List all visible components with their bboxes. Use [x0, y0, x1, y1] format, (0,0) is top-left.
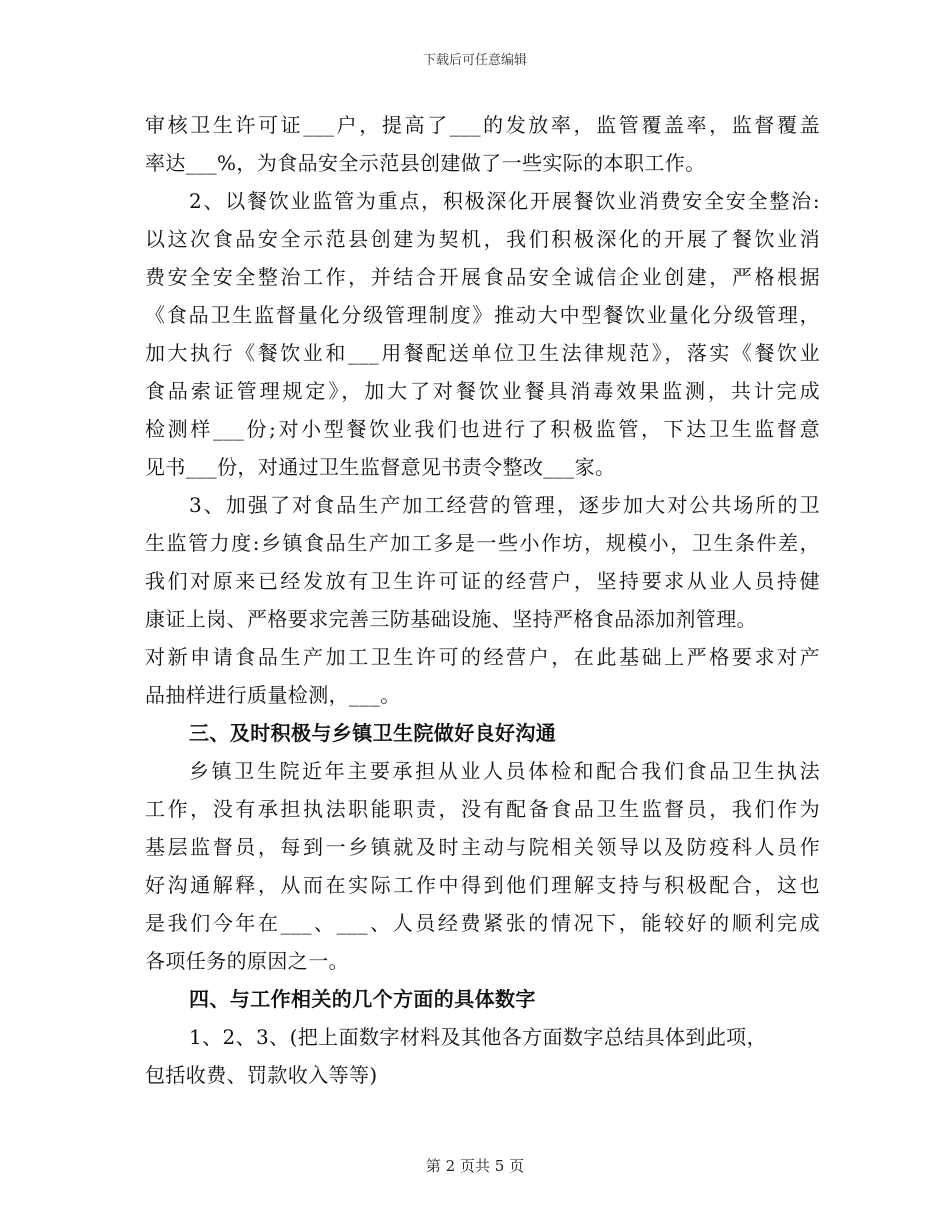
body-line: 工作，没有承担执法职能职责，没有配备食品卫生监督员，我们作为	[145, 797, 820, 821]
page-header: 下载后可任意编辑	[422, 53, 527, 68]
body-line: 率达___%，为食品安全示范县创建做了一些实际的本职工作。	[145, 151, 706, 175]
body-line: 《食品卫生监督量化分级管理制度》推动大中型餐饮业量化分级管理，	[145, 303, 820, 327]
body-line: 费安全安全整治工作，并结合开展食品安全诚信企业创建，严格根据	[145, 265, 820, 289]
body-line: 以这次食品安全示范县创建为契机，我们积极深化的开展了餐饮业消	[145, 227, 820, 251]
section-heading: 三、及时积极与乡镇卫生院做好良好沟通	[189, 721, 557, 745]
body-line: 检测样___份;对小型餐饮业我们也进行了积极监管，下达卫生监督意	[145, 417, 820, 441]
paragraph-line: 2、以餐饮业监管为重点，积极深化开展餐饮业消费安全安全整治:	[189, 189, 820, 213]
body-line: 审核卫生许可证___户，提高了___的发放率，监管覆盖率，监督覆盖	[145, 113, 820, 137]
paragraph-line: 乡镇卫生院近年主要承担从业人员体检和配合我们食品卫生执法	[189, 759, 820, 783]
body-line: 对新申请食品生产加工卫生许可的经营户，在此基础上严格要求对产	[145, 645, 820, 669]
body-line: 基层监督员，每到一乡镇就及时主动与院相关领导以及防疫科人员作	[145, 835, 820, 859]
paragraph-line: 3、加强了对食品生产加工经营的管理，逐步加大对公共场所的卫	[189, 493, 820, 517]
document-body	[145, 106, 820, 1094]
body-line: 生监管力度:乡镇食品生产加工多是一些小作坊，规模小，卫生条件差，	[145, 531, 820, 555]
body-line: 食品索证管理规定》，加大了对餐饮业餐具消毒效果监测，共计完成	[145, 379, 820, 403]
paragraph-line: 1、2、3、(把上面数字材料及其他各方面数字总结具体到此项，	[189, 1025, 767, 1049]
body-line: 包括收费、罚款收入等等)	[145, 1063, 378, 1087]
body-line: 康证上岗、严格要求完善三防基础设施、坚持严格食品添加剂管理。	[145, 607, 757, 631]
body-line: 加大执行《餐饮业和___用餐配送单位卫生法律规范》，落实《餐饮业	[145, 341, 820, 365]
page-number: 第 2 页共 5 页	[425, 1157, 525, 1175]
body-line: 好沟通解释，从而在实际工作中得到他们理解支持与积极配合，这也	[145, 873, 820, 897]
body-line: 我们对原来已经发放有卫生许可证的经营户，坚持要求从业人员持健	[145, 569, 820, 593]
body-line: 各项任务的原因之一。	[145, 949, 349, 973]
body-line: 是我们今年在___、___、人员经费紧张的情况下，能较好的顺利完成	[145, 911, 820, 935]
body-line: 见书___份，对通过卫生监督意见书责令整改___家。	[145, 455, 616, 479]
section-heading: 四、与工作相关的几个方面的具体数字	[189, 987, 536, 1011]
body-line: 品抽样进行质量检测，___。	[145, 683, 401, 707]
